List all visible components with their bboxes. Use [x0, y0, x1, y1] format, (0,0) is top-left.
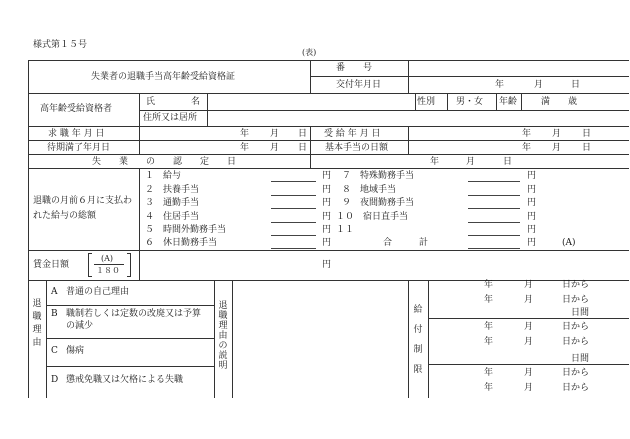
- year-unit: 年: [484, 280, 494, 290]
- reason-text-cont: の減少: [66, 321, 94, 331]
- month-unit: 月: [552, 129, 562, 139]
- age-value[interactable]: 満 歳: [541, 97, 578, 107]
- issue-date-label: 交付年月日: [336, 80, 382, 90]
- wages-section-label: 退職の月前６月に支払わ: [33, 196, 133, 206]
- amount-blank[interactable]: [468, 195, 520, 196]
- yen-unit: 円: [322, 238, 332, 248]
- yen-unit: 円: [527, 198, 537, 208]
- form-number: 様式第１５号: [33, 40, 88, 50]
- yen-unit: 円: [527, 212, 537, 222]
- number-label: 番 号: [336, 63, 373, 73]
- form-title: 失業者の退職手当高年齢受給資格証: [91, 72, 236, 82]
- amount-blank[interactable]: [271, 208, 316, 209]
- holder-section-label: 高年齢受給資格者: [40, 104, 113, 114]
- amount-blank[interactable]: [468, 248, 520, 249]
- reason-letter: B: [51, 309, 58, 319]
- wage-total-mark: (A): [562, 238, 576, 248]
- yen-unit: 円: [527, 225, 537, 235]
- certification-date-label: 失 業 の 認 定 日: [92, 157, 237, 167]
- year-unit: 年: [484, 383, 494, 393]
- from-label: 日から: [562, 322, 590, 332]
- amount-blank[interactable]: [271, 222, 316, 223]
- from-label: 日から: [562, 280, 590, 290]
- amount-blank[interactable]: [468, 235, 520, 236]
- yen-unit: 円: [322, 212, 332, 222]
- year-unit: 年: [240, 143, 250, 153]
- wage-item: ９ 夜間勤務手当: [342, 198, 415, 208]
- issue-year-unit: 年: [495, 80, 505, 90]
- month-unit: 月: [466, 157, 476, 167]
- yen-unit: 円: [322, 185, 332, 195]
- month-unit: 月: [524, 368, 534, 378]
- benefit-date-label: 受 給 年 月 日: [324, 129, 381, 139]
- address-field[interactable]: [209, 112, 628, 126]
- yen-unit: 円: [527, 171, 537, 181]
- yen-unit: 円: [527, 238, 537, 248]
- from-label: 日から: [562, 337, 590, 347]
- amount-blank[interactable]: [271, 235, 316, 236]
- issue-month-unit: 月: [534, 80, 544, 90]
- month-unit: 月: [524, 295, 534, 305]
- day-unit: 日: [503, 157, 513, 167]
- basic-allowance-label: 基本手当の日額: [325, 143, 389, 153]
- yen-unit: 円: [527, 185, 537, 195]
- wages-section-label-2: れた給与の総額: [33, 211, 97, 221]
- days-label: 日間: [571, 308, 590, 318]
- payment-limit-vertical-label: 給付制限: [413, 305, 423, 375]
- wage-item: ５ 時間外勤務手当: [145, 225, 227, 235]
- daily-wage-denominator: １８０: [96, 266, 120, 275]
- yen-unit: 円: [322, 171, 332, 181]
- daily-wage-numerator: (A): [101, 254, 114, 263]
- reason-letter: D: [51, 375, 59, 385]
- year-unit: 年: [484, 368, 494, 378]
- wage-item: １ 給与: [145, 171, 182, 181]
- reason-text[interactable]: 懲戒免職又は欠格による失職: [66, 375, 184, 385]
- number-field[interactable]: [410, 62, 628, 76]
- day-unit: 日: [298, 129, 308, 139]
- sex-label: 性別: [417, 97, 436, 107]
- day-unit: 日: [582, 129, 592, 139]
- month-unit: 月: [524, 383, 534, 393]
- amount-blank[interactable]: [271, 195, 316, 196]
- address-label: 住所又は居所: [143, 113, 198, 123]
- amount-blank[interactable]: [468, 208, 520, 209]
- wage-total-label: 合 計: [383, 238, 429, 248]
- days-label: 日間: [571, 354, 590, 364]
- year-unit: 年: [430, 157, 440, 167]
- amount-blank[interactable]: [271, 248, 316, 249]
- reason-explanation-label: 退職理由の説明: [218, 301, 228, 371]
- year-unit: 年: [522, 129, 532, 139]
- day-unit: 日: [582, 143, 592, 153]
- reason-text[interactable]: 傷病: [66, 346, 85, 356]
- job-application-date-label: 求 職 年 月 日: [48, 129, 105, 139]
- yen-unit: 円: [322, 225, 332, 235]
- side-label: (表): [302, 48, 317, 57]
- month-unit: 月: [524, 280, 534, 290]
- issue-date-field[interactable]: [410, 78, 628, 93]
- year-unit: 年: [484, 322, 494, 332]
- amount-blank[interactable]: [271, 181, 316, 182]
- day-unit: 日: [298, 143, 308, 153]
- reason-letter: A: [51, 287, 58, 297]
- retirement-reason-vertical-label: 退職理由: [32, 299, 42, 348]
- reason-letter: C: [51, 346, 58, 356]
- wage-item: ７ 特殊勤務手当: [342, 171, 415, 181]
- amount-blank[interactable]: [468, 222, 520, 223]
- yen-unit: 円: [322, 198, 332, 208]
- from-label: 日から: [562, 295, 590, 305]
- year-unit: 年: [484, 295, 494, 305]
- month-unit: 月: [270, 143, 280, 153]
- amount-blank[interactable]: [468, 181, 520, 182]
- name-label: 氏 名: [146, 97, 201, 107]
- sex-options[interactable]: 男・女: [456, 97, 484, 107]
- reason-text[interactable]: 普通の自己理由: [66, 287, 130, 297]
- from-label: 日から: [562, 368, 590, 378]
- name-field[interactable]: [209, 95, 415, 110]
- reason-explanation-field[interactable]: [234, 282, 408, 398]
- wage-item: ２ 扶養手当: [145, 185, 200, 195]
- daily-wage-yen: 円: [322, 260, 332, 270]
- month-unit: 月: [524, 337, 534, 347]
- wage-item: １１: [336, 225, 355, 235]
- month-unit: 月: [524, 322, 534, 332]
- wage-item: ６ 休日勤務手当: [145, 238, 218, 248]
- issue-day-unit: 日: [571, 80, 581, 90]
- year-unit: 年: [522, 143, 532, 153]
- wage-item: １０ 宿日直手当: [336, 212, 409, 222]
- daily-wage-label: 賃金日額: [33, 260, 70, 270]
- wage-item: ８ 地域手当: [342, 185, 397, 195]
- year-unit: 年: [240, 129, 250, 139]
- reason-text[interactable]: 職制若しくは定数の改廃又は予算: [66, 309, 202, 319]
- wage-item: ３ 通勤手当: [145, 198, 200, 208]
- year-unit: 年: [484, 337, 494, 347]
- month-unit: 月: [552, 143, 562, 153]
- age-label: 年齢: [499, 97, 518, 107]
- month-unit: 月: [270, 129, 280, 139]
- wage-item: ４ 住居手当: [145, 212, 200, 222]
- waiting-end-date-label: 待期満了年月日: [47, 143, 111, 153]
- from-label: 日から: [562, 383, 590, 393]
